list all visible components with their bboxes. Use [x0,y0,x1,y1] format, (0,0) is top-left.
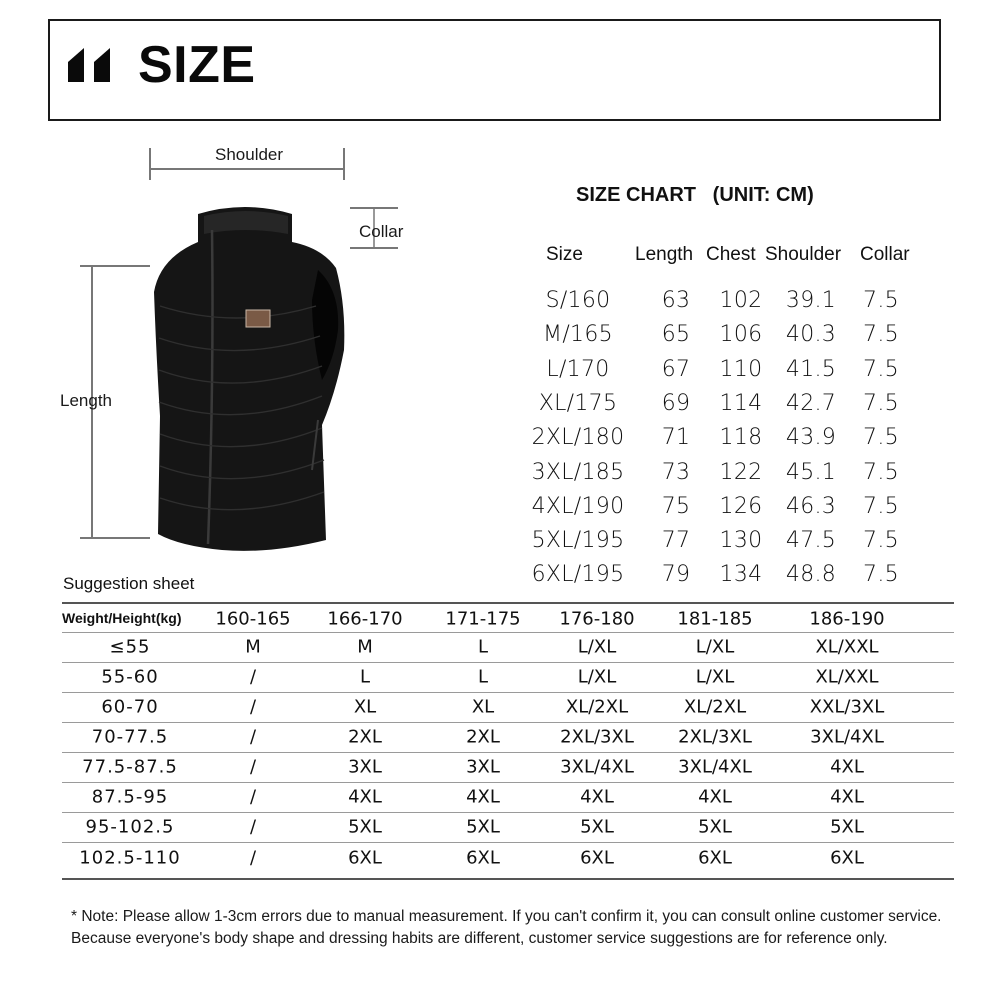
suggested-size: 5XL [466,816,500,838]
size-chart-cell: 46.3 [785,493,837,519]
table-divider [62,752,954,753]
size-chart-cell: 7.5 [863,493,899,519]
size-chart-cell: 7.5 [863,459,899,485]
vest-illustration [0,130,500,580]
suggested-size: XXL/3XL [809,696,885,718]
table-divider [62,602,954,604]
suggested-size: 3XL/4XL [810,726,884,748]
size-chart-cell: 7.5 [863,562,899,588]
suggested-size: / [249,666,257,688]
suggested-size: 3XL [466,756,500,778]
size-chart-cell: 40.3 [785,322,837,348]
table-divider [62,692,954,693]
size-chart-cell: 4XL/190 [531,493,625,519]
suggested-size: 2XL [466,726,500,748]
size-chart-header-0: Size [546,244,583,265]
size-chart-cell: 67 [661,356,691,382]
suggested-size: 5XL [830,816,864,838]
weight-range: ≤55 [109,636,151,658]
length-label: Length [60,391,112,410]
table-divider [62,632,954,633]
size-chart-header-4: Collar [860,244,910,265]
size-chart-cell: 69 [661,390,691,416]
size-chart-cell: 7.5 [863,390,899,416]
size-chart-cell: 65 [661,322,691,348]
size-chart-cell: 79 [661,562,691,588]
suggested-size: 6XL [830,847,864,869]
shoulder-label: Shoulder [215,145,284,164]
size-chart-cell: 6XL/195 [531,562,625,588]
suggested-size: 4XL [348,786,382,808]
size-chart-cell: 102 [719,288,763,313]
size-chart-cell: 45.1 [785,459,837,485]
table-divider [62,842,954,843]
size-chart-cell: 126 [719,493,763,519]
size-chart-cell: 7.5 [863,425,899,451]
height-column-header: 176-180 [559,608,635,630]
size-chart-cell: 47.5 [785,528,837,554]
size-chart-cell: 63 [661,288,691,313]
suggested-size: 4XL [830,786,864,808]
size-chart-cell: 7.5 [863,356,899,382]
suggested-size: XL/XXL [815,666,879,688]
suggested-size: 2XL [348,726,382,748]
size-chart-cell: 7.5 [863,322,899,348]
suggestion-table [62,602,954,879]
size-chart-header-3: Shoulder [765,244,842,265]
header-box [48,19,941,121]
size-chart-cell: 41.5 [785,356,837,382]
size-chart-cell: 122 [719,459,763,485]
size-chart-cell: 3XL/185 [531,459,625,485]
size-chart-cell: L/170 [546,356,610,382]
suggested-size: 3XL [348,756,382,778]
table-divider [62,782,954,783]
suggested-size: L/XL [695,636,735,658]
size-chart-cell: S/160 [545,288,611,313]
weight-range: 95-102.5 [85,816,175,838]
size-chart-cell: 75 [661,493,691,519]
page-title: SIZE [138,36,256,94]
suggested-size: XL/XXL [815,636,879,658]
height-column-header: 166-170 [327,608,403,630]
size-chart-cell: 110 [719,356,763,382]
suggestion-sheet-title: Suggestion sheet [63,574,195,593]
suggested-size: L [477,666,489,688]
suggested-size: 6XL [698,847,732,869]
suggested-size: L/XL [577,666,617,688]
suggested-size: M [245,636,261,658]
suggested-size: 4XL [580,786,614,808]
suggested-size: 4XL [466,786,500,808]
weight-range: 87.5-95 [91,786,169,808]
suggested-size: 2XL/3XL [560,726,634,748]
height-column-header: 181-185 [677,608,753,630]
suggested-size: L/XL [695,666,735,688]
size-chart-cell: M/165 [543,322,613,348]
size-chart-cell: 77 [661,528,691,554]
suggested-size: XL [471,696,495,718]
suggested-size: / [249,847,257,869]
table-divider [62,878,954,880]
suggested-size: 4XL [698,786,732,808]
size-chart-cell: 43.9 [785,425,837,451]
suggested-size: 3XL/4XL [560,756,634,778]
size-chart-cell: 118 [719,425,763,451]
weight-range: 60-70 [101,696,159,718]
size-chart-cell: 114 [719,390,763,416]
size-chart-header-1: Length [635,244,694,265]
suggested-size: L [359,666,371,688]
table-divider [62,812,954,813]
suggested-size: 6XL [348,847,382,869]
suggested-size: XL [353,696,377,718]
weight-range: 70-77.5 [91,726,169,748]
suggested-size: 2XL/3XL [678,726,752,748]
size-chart-cell: 42.7 [785,390,837,416]
suggested-size: 6XL [466,847,500,869]
measurement-note: * Note: Please allow 1-3cm errors due to manual measurement. If you can't confirm it, you can consult online customer service. Because everyone's body shape and dressing habits are different, customer service suggestions are for reference only. [71,908,942,947]
height-column-header: 186-190 [809,608,885,630]
suggested-size: 5XL [348,816,382,838]
size-chart-cell: 71 [661,425,691,451]
size-chart-cell: 5XL/195 [531,528,625,554]
size-chart-title: SIZE CHART (UNIT: CM) [576,184,814,206]
suggested-size: 5XL [580,816,614,838]
size-chart-cell: 7.5 [863,288,899,313]
height-column-header: 160-165 [215,608,291,630]
collar-label: Collar [359,222,404,241]
size-chart-cell: 106 [719,322,763,348]
suggested-size: / [249,696,257,718]
table-divider [62,662,954,663]
height-column-header: 171-175 [445,608,521,630]
weight-range: 102.5-110 [79,847,181,869]
suggested-size: / [249,726,257,748]
weight-range: 77.5-87.5 [82,756,178,778]
suggested-size: XL/2XL [683,696,747,718]
suggested-size: L/XL [577,636,617,658]
size-chart-cell: 48.8 [785,562,837,588]
suggested-size: 3XL/4XL [678,756,752,778]
size-chart-header-2: Chest [706,244,756,265]
suggested-size: 4XL [830,756,864,778]
size-chart-cell: 39.1 [785,288,837,313]
suggested-size: 5XL [698,816,732,838]
size-chart-cell: 134 [719,562,763,588]
size-chart-cell: 130 [719,528,763,554]
suggested-size: L [477,636,489,658]
size-chart-cell: 7.5 [863,528,899,554]
suggested-size: M [357,636,373,658]
suggested-size: / [249,786,257,808]
suggested-size: 6XL [580,847,614,869]
suggested-size: / [249,756,257,778]
size-chart-cell: 73 [661,459,691,485]
size-chart-cell: XL/175 [538,390,618,416]
size-chart-cell: 2XL/180 [531,425,625,451]
suggested-size: / [249,816,257,838]
weight-range: 55-60 [101,666,159,688]
suggested-size: XL/2XL [565,696,629,718]
table-divider [62,722,954,723]
vest-diagram [0,130,500,580]
double-quote-mark-icon [66,48,114,82]
weight-height-header: Weight/Height(kg) [62,610,182,626]
